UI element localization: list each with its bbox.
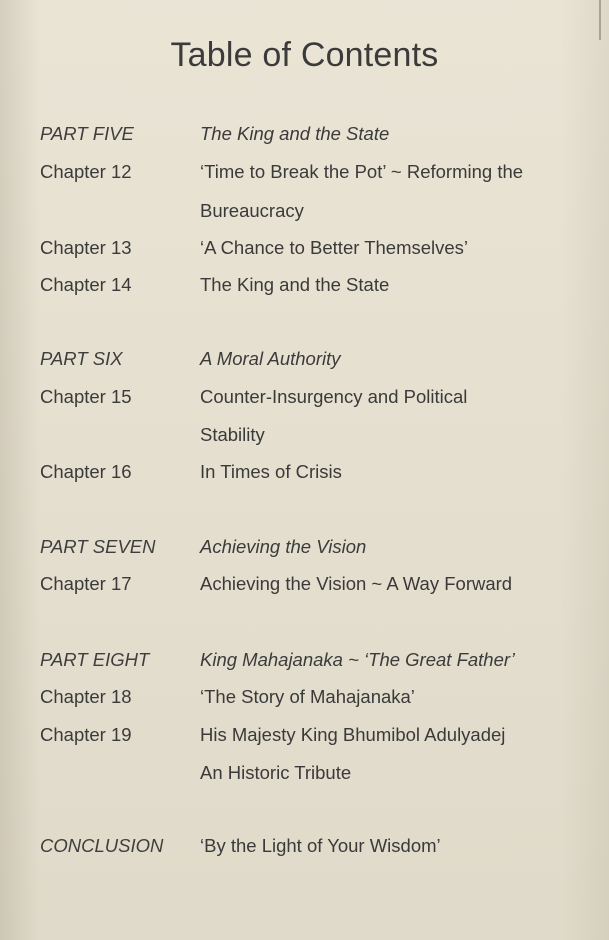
chapter-title: Achieving the Vision ~ A Way Forward (200, 573, 513, 594)
toc-continuation-row (40, 757, 580, 789)
toc-continuation-row (40, 419, 580, 451)
chapter-title: His Majesty King Bhumibol Adulyadej (200, 724, 506, 745)
toc-chapter-row (40, 681, 580, 713)
part-label: PART SEVEN (40, 536, 156, 557)
part-label: PART FIVE (40, 123, 134, 144)
chapter-label: Chapter 16 (40, 461, 132, 482)
part-label: CONCLUSION (40, 835, 164, 856)
conclusion-title: ‘By the Light of Your Wisdom’ (200, 835, 441, 856)
page-edge-mark (599, 0, 601, 40)
toc-continuation-row (40, 195, 580, 227)
chapter-label: Chapter 17 (40, 573, 132, 594)
toc-part-row (40, 118, 580, 150)
chapter-title: Counter-Insurgency and Political (200, 386, 468, 407)
part-title: King Mahajanaka ~ ‘The Great Father’ (200, 649, 515, 670)
chapter-label: Chapter 13 (40, 237, 132, 258)
chapter-label: Chapter 18 (40, 686, 132, 707)
chapter-label: Chapter 14 (40, 274, 132, 295)
toc-chapter-row (40, 456, 580, 488)
chapter-label: Chapter 15 (40, 386, 132, 407)
chapter-title-continuation: An Historic Tribute (200, 762, 352, 783)
toc-part-row (40, 343, 580, 375)
part-title: Achieving the Vision (200, 536, 367, 557)
part-title: The King and the State (200, 123, 390, 144)
part-label: PART EIGHT (40, 649, 150, 670)
part-title: A Moral Authority (200, 348, 341, 369)
chapter-title: ‘The Story of Mahajanaka’ (200, 686, 415, 707)
toc-chapter-row (40, 232, 580, 264)
chapter-title-continuation: Stability (200, 424, 265, 445)
toc-chapter-row (40, 381, 580, 413)
chapter-label: Chapter 19 (40, 724, 132, 745)
toc-chapter-row (40, 568, 580, 600)
chapter-title: In Times of Crisis (200, 461, 342, 482)
chapter-title-continuation: Bureaucracy (200, 200, 304, 221)
chapter-title: ‘A Chance to Better Themselves’ (200, 237, 469, 258)
toc-chapter-row (40, 719, 580, 751)
toc-part-row (40, 531, 580, 563)
toc-chapter-row (40, 269, 580, 301)
toc-chapter-row (40, 156, 580, 188)
chapter-title: ‘Time to Break the Pot’ ~ Reforming the (200, 161, 524, 182)
part-label: PART SIX (40, 348, 123, 369)
toc-part-row (40, 830, 580, 862)
chapter-title: The King and the State (200, 274, 390, 295)
toc-part-row (40, 644, 580, 676)
page-title: Table of Contents (170, 36, 439, 74)
chapter-label: Chapter 12 (40, 161, 132, 182)
